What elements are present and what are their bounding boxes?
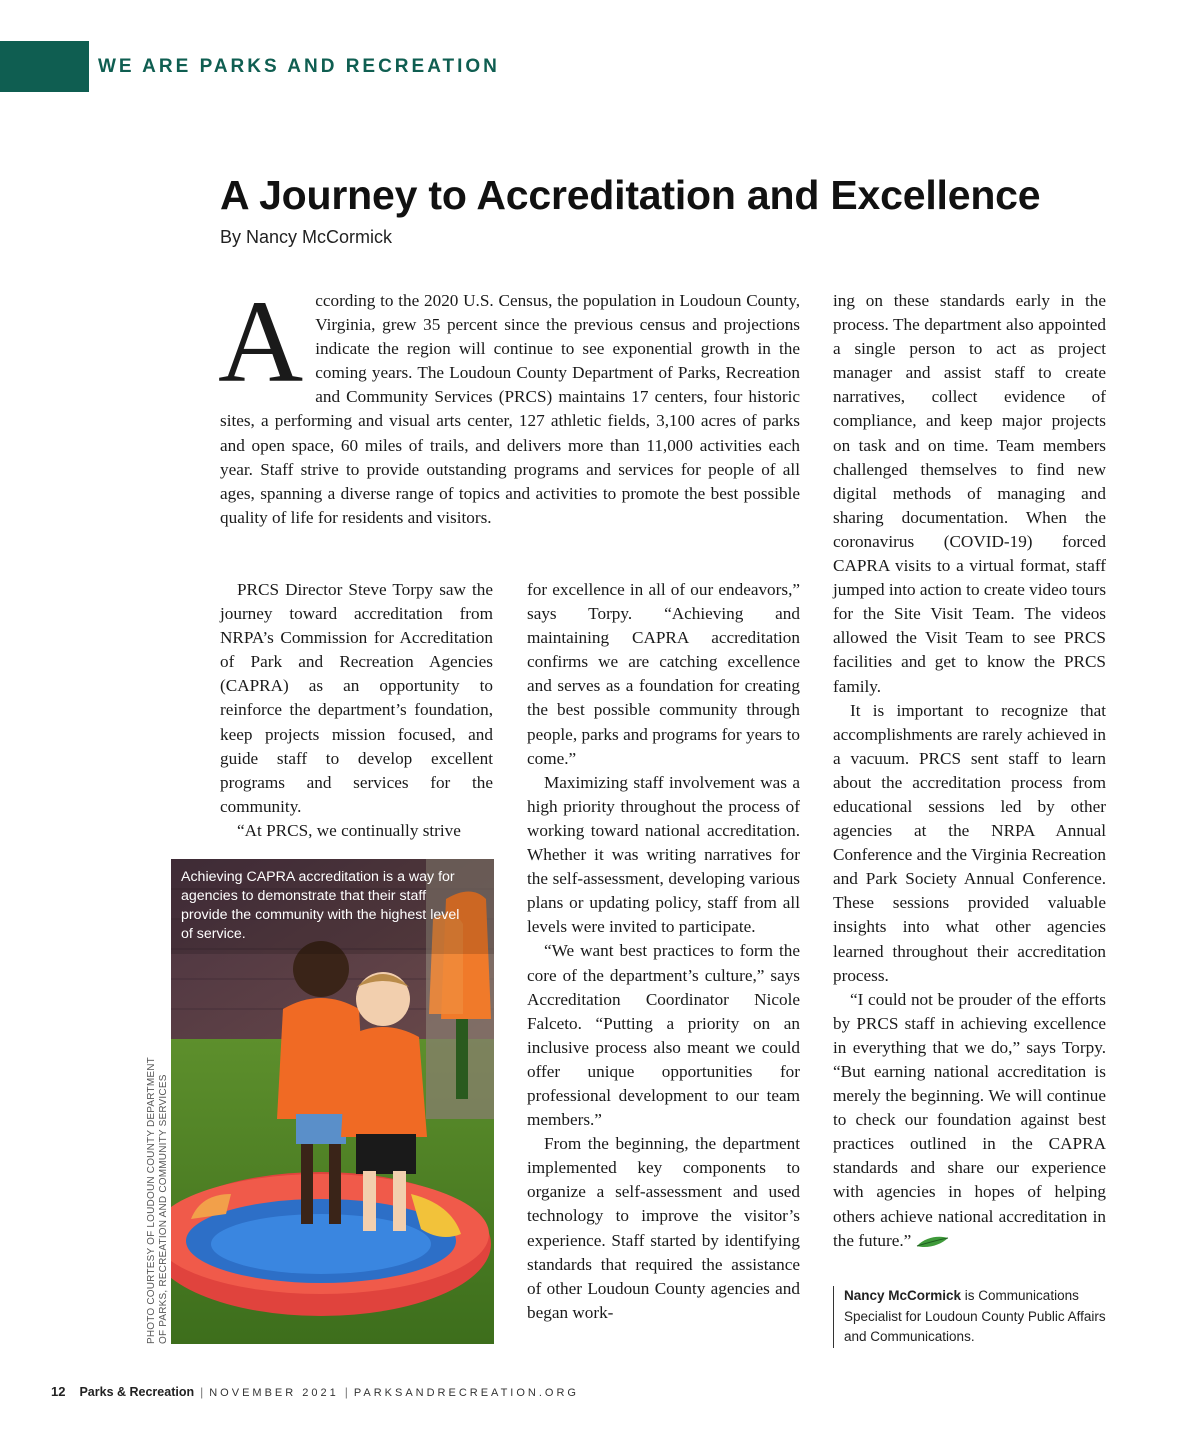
intro-paragraph	[218, 276, 800, 530]
author-bio-text: is Communications Specialist for Loudoun County Public Affairs and Communications.	[844, 1288, 1106, 1344]
byline: By Nancy McCormick	[220, 227, 393, 247]
issue-date: NOVEMBER 2021	[209, 1387, 339, 1399]
photo-caption: Achieving CAPRA accreditation is a way for agencies to demonstrate that their staff provide the community with the highest level of service.	[181, 869, 460, 942]
drop-cap: A	[218, 276, 304, 407]
photo-credit: PHOTO COURTESY OF LOUDOUN COUNTY DEPARTMENT OF PARKS, RECREATION AND COMMUNITY SERVICES	[146, 1057, 169, 1344]
article-title: A Journey to Accreditation and Excellence	[220, 172, 1041, 218]
body-paragraph: Maximizing staff involvement was a high priority throughout the process of working toward national accreditation. Whether it was writing narratives for the self-assessment, developing various plans or updating policy, staff from all levels were invited to participate.	[527, 772, 800, 937]
closing-text: “I could not be prouder of the efforts by PRCS staff in achieving excellence in everything that we do,” says Torpy. “But earning national accreditation is merely the beginning. We will continue to check our foundation against best practices outlined in the CAPRA standards and share our experience with agencies in hopes of helping others achieve national accreditation in the future.”	[833, 989, 1106, 1250]
intro-text: ccording to the 2020 U.S. Census, the population in Loudoun County, Virginia, grew 35 percent since the previous census and projections indicate the region will continue to see exponential growth in the coming years. The Loudoun County Department of Parks, Recreation and Community Services (PRCS) maintains 17 centers, four historic sites, a performing and visual arts center, 127 athletic fields, 3,100 acres of parks and open space, 60 miles of trails, and delivers more than 11,000 activities each year. Staff strive to provide outstanding programs and services for people of all ages, spanning a diverse range of topics and activities to promote the best possible quality of life for residents and visitors.	[220, 291, 800, 527]
body-paragraph: PRCS Director Steve Torpy saw the journey toward accreditation from NRPA’s Commission for Accreditation of Park and Recreation Agencies (CAPRA) as an opportunity to reinforce the department’s foundation, keep projects mission focused, and guide staff to develop excellent programs and services for the community.	[220, 580, 493, 816]
body-paragraph-continued: From the beginning, the department implemented key components to organize a self-assessment and used technology to improve the visitor’s experience. Staff started by identifying standards that required the assistance of other Loudoun County agencies and began work-	[527, 1134, 800, 1322]
body-paragraph: ing on these standards early in the process. The department also appointed a single person to act as project manager and assist staff to create narratives, collect evidence of compliance, and keep major projects on task and on time. Team members challenged themselves to find new digital methods of managing and sharing documentation. When the coronavirus (COVID-19) forced CAPRA visits to a virtual format, staff jumped into action to create video tours for the Site Visit Team. The videos allowed the Visit Team to see PRCS facilities and get to know the PRCS family.	[833, 291, 1107, 696]
website-link[interactable]: PARKSANDRECREATION.ORG	[353, 1387, 579, 1399]
section-color-tab	[0, 41, 89, 92]
author-name: Nancy McCormick	[844, 1288, 962, 1303]
page-number: 12	[51, 1384, 66, 1399]
body-paragraph: “We want best practices to form the core of the department’s culture,” says Accreditation Coordinator Nicole Falceto. “Putting a priority on an inclusive process also meant we could offer unique opportunities for professional development to our team members.”	[527, 941, 800, 1130]
body-paragraph: for excellence in all of our endeavors,” says Torpy. “Achieving and maintaining CAPRA accreditation confirms we are catching excellence and serves as a foundation for creating the best possible community through people, parks and programs for years to come.”	[527, 580, 800, 768]
footer-divider: |	[200, 1385, 204, 1399]
article-column-1	[220, 578, 493, 843]
section-label: WE ARE PARKS AND RECREATION	[98, 56, 500, 77]
article-photo	[171, 859, 494, 1344]
body-paragraph-final	[833, 988, 1106, 1253]
body-paragraph-continued: “At PRCS, we continually strive	[237, 820, 461, 840]
article-column-2	[527, 578, 800, 1325]
body-paragraph: It is important to recognize that accomplishments are rarely achieved in a vacuum. PRCS sent staff to learn about the accreditation process from educational sessions led by other agencies at the NRPA Annual Conference and the Virginia Recreation and Park Society Annual Conference. These sessions provided valuable insights into what other agencies learned throughout their accreditation process.	[833, 700, 1106, 985]
magazine-name: Parks & Recreation	[79, 1385, 195, 1399]
article-column-3	[833, 289, 1106, 1253]
author-bio	[833, 1286, 1114, 1348]
footer-divider: |	[344, 1385, 348, 1399]
page-footer	[51, 1384, 579, 1399]
leaf-icon	[915, 1235, 949, 1249]
